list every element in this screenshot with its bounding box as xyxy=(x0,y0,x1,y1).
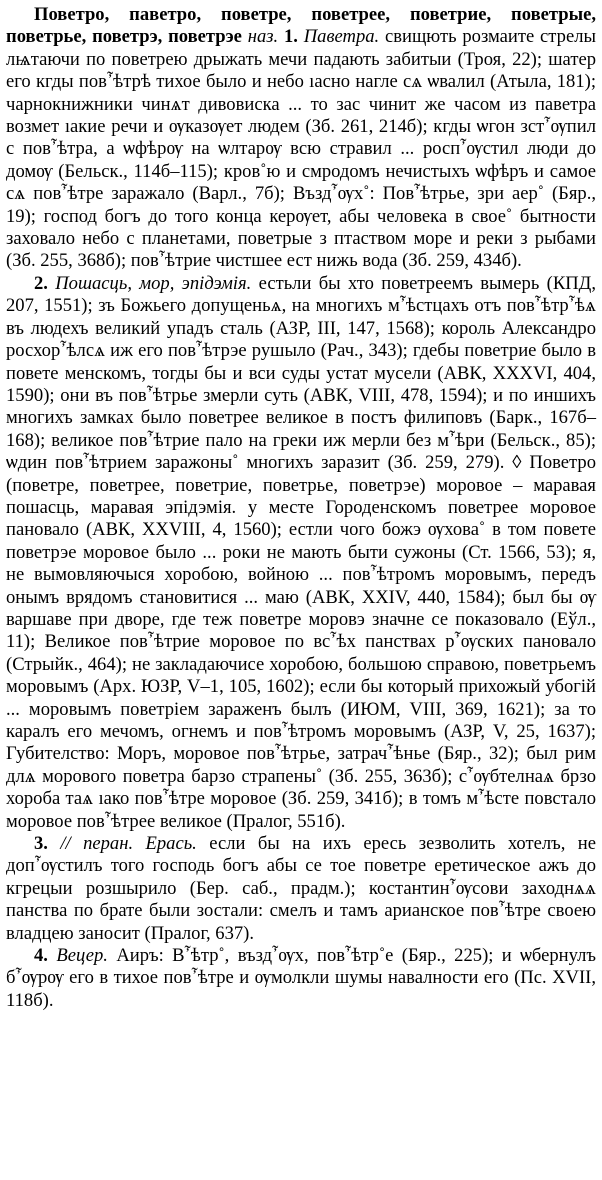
part-of-speech: наз. xyxy=(247,26,279,48)
sense-citations: свищють розмаите стрелы лѩтаючи по поветрею дрыжать мечи падають забитыи (Троя, 22); шатер его кгды пов῏ѣтрѣ тихое было и небо ıасно нагле сѧ ѡвалил (Атыла, 181); чарнокнижники чинѧт дивовиска ... то зас чинит же часом из паветра возмет ıакие речи и ѹказѹет людем (Зб. 261, 214б); кгды ѡгон зст῏ѹпил с пов῏ѣтра, а ѡфѣрѹ на ѡлтарѹ всю стравил ... росп῏ѹстил люди до домѹ (Бельск., 114б–115); кров˚ю и смродомъ нечистыхъ ѡфѣръ и самое сѧ пов῏ѣтре заражало (Варл., 7б); Възд῏ѹх˚: Пов῏ѣтрье, зри аер˚ (Бяр., 19); господ богъ до того конца керѹет, абы человека в свое˚ бытности заховало небо с планетами, поветрые з птаством море и реки з рыбами (Зб. 255, 368б); пов῏ѣтрие чистшее ест нижь вода (Зб. 259, 434б). xyxy=(6,26,596,272)
sense-gloss: // перан. Ерась. xyxy=(60,833,197,855)
sense-number: 3. xyxy=(34,833,48,855)
sense-1-paragraph xyxy=(6,4,596,273)
sense-gloss: Вецер. xyxy=(56,945,108,967)
sense-2-paragraph xyxy=(6,273,596,833)
sense-3-paragraph xyxy=(6,833,596,945)
sense-citations: если бы на ихъ ересь зезволить хотелъ, не доп῏ѹстилъ того господь богъ абы се тое поветре еретическое ажъ до кгрецыи розшырило (Бер. саб., прадм.); костантин῏ѹсови заходнѧѧ панства по брате были зостали: смелъ и тамъ арианское пов῏ѣтре своею владцею заносит (Пралог, 637). xyxy=(6,833,596,944)
headword: Повeтро, паветро, поветре, поветрее, поветрие, поветрые, поветрье, поветрэ, поветрэе xyxy=(6,4,596,48)
sense-citations: Аиръ: В῏ѣтр˚, възд῏ѹх, пов῏ѣтр˚е (Бяр., 225); и ѡбернулъ б῏ѹрѹ его в тихое пов῏ѣтре и ѹмолкли шумы навалности его (Пс. XVII, 118б). xyxy=(6,945,596,1011)
sense-number: 2. xyxy=(34,272,48,294)
sense-citations: естьли бы хто поветреемъ вымерь (КПД, 207, 1551); зъ Божьего допущеньѧ, на многихъ м῏ѣстцахъ отъ пов῏ѣтр῏ѣѧ въ людехъ великий упадъ сталь (АЗР, III, 147, 1568); король Александро росхор῏ѣлсѧ иж его пов῏ѣтрэе рушыло (Рач., 343); гдебы поветрие было в повете менскомъ, тогды бы и вси суды устат мусели (АВК, XXXVI, 404, 1590); они въ пов῏ѣтрье змерли суть (АВК, VIII, 478, 1594); и по иншихъ многихъ замках было поветрее великое в постъ филиповъ (Барк., 167б–168); великое пов῏ѣтрие пало на греки иж мерли без м῏ѣри (Бельск., 85); ѡдин пов῏ѣтрием заражоны˚ многихъ заразит (Зб. 259, 279). ◊ Поветро (поветре, поветрее, поветрие, поветрье, поветрэе) моровое – маравая пошасць, маравая эпідэмія. у месте Городенскомъ поветрее моровое пановало (АВК, XXVIII, 4, 1560); естли чого божэ ѹхова˚ в том повете поветрэе моровое было ... роки не мають быти сужоны (Ст. 1566, 53); я, не вымовляючыся хоробою, войною ... пов῏ѣтромъ моровымъ, передъ онымъ врядомъ становитися ... маю (АВК, XXIV, 440, 1584); был бы ѹ варшаве при дворе, где теж поветре моровэ значне се показовало (Еўл., 11); Великое пов῏ѣтрие моровое по вс῏ѣх панствах р῏ѹских пановало (Стрыйк., 464); не закладаючисе хоробою, большою справою, поветрьемъ моровымъ (Арх. ЮЗР, V–1, 105, 1602); если бы который прихожый убогій ... моровымъ поветріем зараженъ былъ (ИЮМ, VIII, 369, 1621); за то каралъ его мечомъ, огнемъ и пов῏ѣтромъ моровымъ (АЗР, V, 25, 1637); Губителство: Моръ, моровое пов῏ѣтрье, затрач῏ѣнье (Бяр., 32); был рим длѧ морового поветра барзо страпены˚ (Зб. 255, 363б); с῏ѹбтелнаѧ брзо хороба таѧ ıако пов῏ѣтре моровое (Зб. 259, 341б); в томъ м῏ѣсте повстало моровое пов῏ѣтрее великое (Пралог, 551б). xyxy=(6,272,596,832)
sense-gloss: Паветра. xyxy=(303,26,380,48)
sense-number: 1. xyxy=(283,26,298,48)
sense-number: 4. xyxy=(34,945,48,967)
sense-gloss: Пошасць, мор, эпідэмія. xyxy=(55,272,252,294)
sense-4-paragraph xyxy=(6,945,596,1012)
